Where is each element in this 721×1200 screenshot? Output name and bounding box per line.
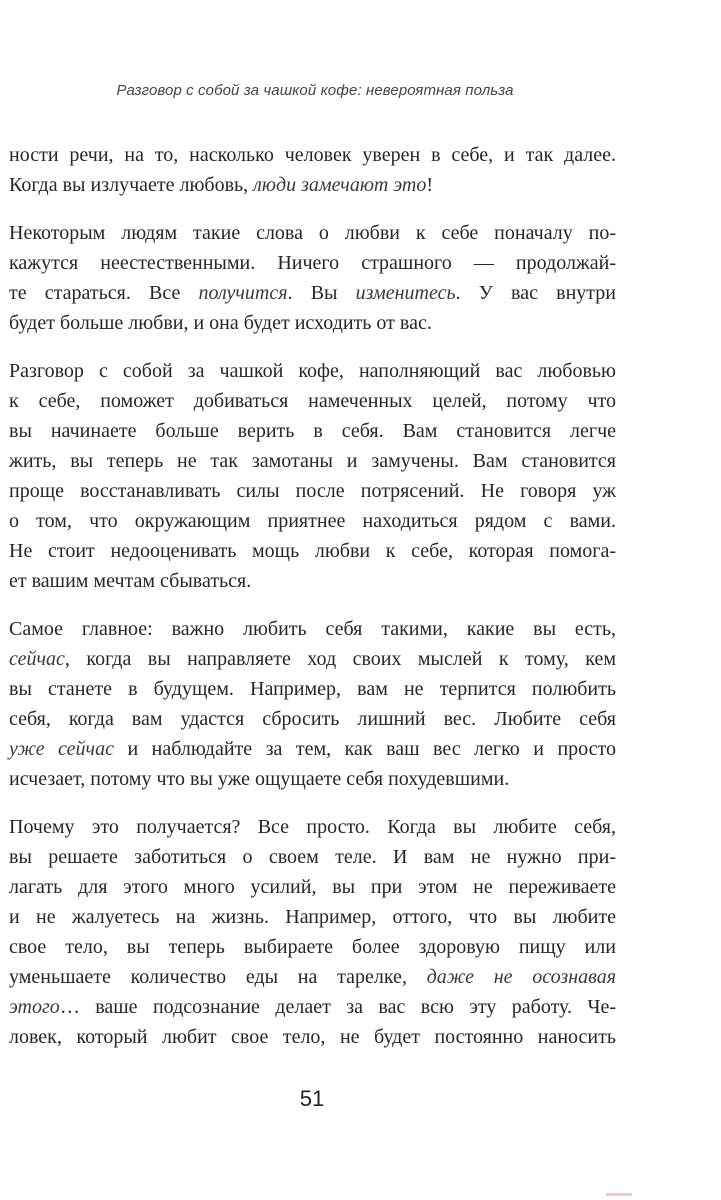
page-number: 51: [299, 1086, 325, 1111]
text-run: свое тело, вы теперь выбираете более здоровую пищу или: [9, 936, 616, 958]
text-run: уменьшаете количество еды на тарелке,: [9, 966, 427, 988]
text-line: [9, 932, 616, 962]
text-line: [9, 386, 616, 416]
text-run: кажутся неестественными. Ничего страшного — продолжай-: [9, 252, 616, 274]
italic-text: сейчас: [9, 648, 65, 670]
text-run: и наблюдайте за тем, как ваш вес легко и просто: [113, 738, 616, 760]
text-run: ловек, который любит свое тело, не будет постоянно наносить: [9, 1026, 616, 1048]
text-run: жить, вы теперь не так замотаны и замучены. Вам становится: [9, 450, 616, 472]
text-run: проще восстанавливать силы после потрясений. Не говоря уж: [9, 480, 616, 502]
running-header: Разговор с собой за чашкой кофе: невероятная польза: [116, 82, 514, 99]
text-run: . У вас внутри: [455, 282, 616, 304]
text-run: исчезает, потому что вы уже ощущаете себя похудевшими.: [9, 768, 510, 790]
text-run: Разговор с собой за чашкой кофе, наполняющий вас любовью: [9, 360, 616, 382]
text-run: Почему это получается? Все просто. Когда вы любите себя,: [9, 816, 616, 838]
text-line: [9, 812, 616, 842]
text-line: [9, 902, 616, 932]
text-line: [9, 218, 616, 248]
text-run: ет вашим мечтам сбываться.: [9, 570, 252, 592]
text-line: [9, 356, 616, 386]
italic-text: изменитесь: [355, 282, 456, 304]
italic-text: люди замечают это: [253, 174, 427, 196]
text-line: [9, 308, 616, 338]
text-line: [9, 704, 616, 734]
text-line: [9, 278, 616, 308]
text-run: те стараться. Все: [9, 282, 199, 304]
text-run: вы станете в будущем. Например, вам не терпится полюбить: [9, 678, 616, 700]
italic-text: этого: [9, 996, 60, 1018]
text-line: [9, 614, 616, 644]
text-line: [9, 1022, 616, 1052]
italic-text: даже не осознавая: [426, 966, 616, 988]
text-line: [9, 674, 616, 704]
text-run: о том, что окружающим приятнее находиться рядом с вами.: [9, 510, 616, 532]
paragraph: [9, 218, 616, 338]
text-line: [9, 248, 616, 278]
text-run: . Вы: [287, 282, 356, 304]
text-run: Когда вы излучаете любовь,: [9, 174, 254, 196]
text-line: [9, 476, 616, 506]
text-run: … ваше подсознание делает за вас всю эту работу. Че-: [59, 996, 616, 1018]
text-run: и не жалуетесь на жизнь. Например, оттого, что вы любите: [9, 906, 616, 928]
text-line: [9, 842, 616, 872]
text-run: !: [426, 174, 434, 196]
paragraph: [9, 356, 616, 596]
text-line: [9, 872, 616, 902]
paragraph: [9, 614, 616, 794]
text-run: Некоторым людям такие слова о любви к себе поначалу по-: [9, 222, 616, 244]
text-run: ности речи, на то, насколько человек уверен в себе, и так далее.: [9, 144, 616, 166]
text-line: [9, 764, 616, 794]
page-edge-mark: [606, 1193, 632, 1196]
page-body-text: [9, 140, 616, 1070]
text-line: [9, 170, 616, 200]
paragraph: [9, 140, 616, 200]
text-line: [9, 992, 616, 1022]
text-line: [9, 140, 616, 170]
italic-text: уже сейчас: [9, 738, 114, 760]
text-run: Самое главное: важно любить себя такими, какие вы есть,: [9, 618, 616, 640]
text-run: к себе, поможет добиваться намеченных целей, потому что: [9, 390, 616, 412]
text-run: , когда вы направляете ход своих мыслей к тому, кем: [64, 648, 616, 670]
text-line: [9, 566, 616, 596]
text-run: лагать для этого много усилий, вы при этом не переживаете: [9, 876, 616, 898]
text-run: будет больше любви, и она будет исходить от вас.: [9, 312, 432, 334]
text-line: [9, 734, 616, 764]
text-line: [9, 446, 616, 476]
text-run: Не стоит недооценивать мощь любви к себе, которая помога-: [9, 540, 616, 562]
text-line: [9, 644, 616, 674]
paragraph: [9, 812, 616, 1052]
italic-text: получится: [198, 282, 288, 304]
text-run: вы начинаете больше верить в себя. Вам становится легче: [9, 420, 616, 442]
text-line: [9, 536, 616, 566]
text-line: [9, 506, 616, 536]
text-line: [9, 416, 616, 446]
text-line: [9, 962, 616, 992]
text-run: вы решаете заботиться о своем теле. И вам не нужно при-: [9, 846, 616, 868]
text-run: себя, когда вам удастся сбросить лишний вес. Любите себя: [9, 708, 616, 730]
